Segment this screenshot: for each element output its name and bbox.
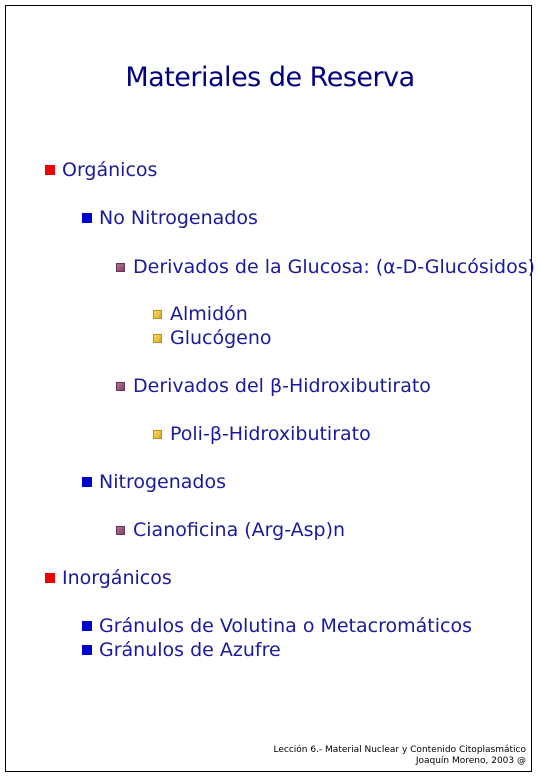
- item-label: No Nitrogenados: [99, 207, 258, 229]
- mauve-square-bullet-icon: [116, 263, 125, 272]
- item-label: Derivados del β-Hidroxibutirato: [133, 375, 431, 397]
- blue-square-bullet-icon: [82, 621, 92, 631]
- item-label: Orgánicos: [62, 159, 158, 181]
- gold-square-bullet-icon: [153, 334, 162, 343]
- item-label: Gránulos de Volutina o Metacromáticos: [99, 615, 472, 637]
- slide-title: Materiales de Reserva: [125, 62, 415, 93]
- gold-square-bullet-icon: [153, 310, 162, 319]
- footer-author-line: Joaquín Moreno, 2003 @: [415, 756, 526, 766]
- slide-footer: [273, 745, 526, 767]
- mauve-square-bullet-icon: [116, 526, 125, 535]
- item-label: Gránulos de Azufre: [99, 639, 281, 661]
- mauve-square-bullet-icon: [116, 382, 125, 391]
- item-label: Poli-β-Hidroxibutirato: [170, 423, 371, 445]
- item-label: Glucógeno: [170, 327, 272, 349]
- footer-course-line: Lección 6.- Material Nuclear y Contenido Citoplasmático: [273, 745, 526, 755]
- item-label: Nitrogenados: [99, 471, 226, 493]
- red-square-bullet-icon: [45, 165, 55, 175]
- item-label: Almidón: [170, 303, 248, 325]
- blue-square-bullet-icon: [82, 213, 92, 223]
- gold-square-bullet-icon: [153, 430, 162, 439]
- red-square-bullet-icon: [45, 573, 55, 583]
- item-label: Derivados de la Glucosa: (α-D-Glucósidos): [133, 256, 536, 278]
- item-label: Inorgánicos: [62, 567, 172, 589]
- blue-square-bullet-icon: [82, 477, 92, 487]
- item-label: Cianoficina (Arg-Asp)n: [133, 519, 346, 541]
- blue-square-bullet-icon: [82, 645, 92, 655]
